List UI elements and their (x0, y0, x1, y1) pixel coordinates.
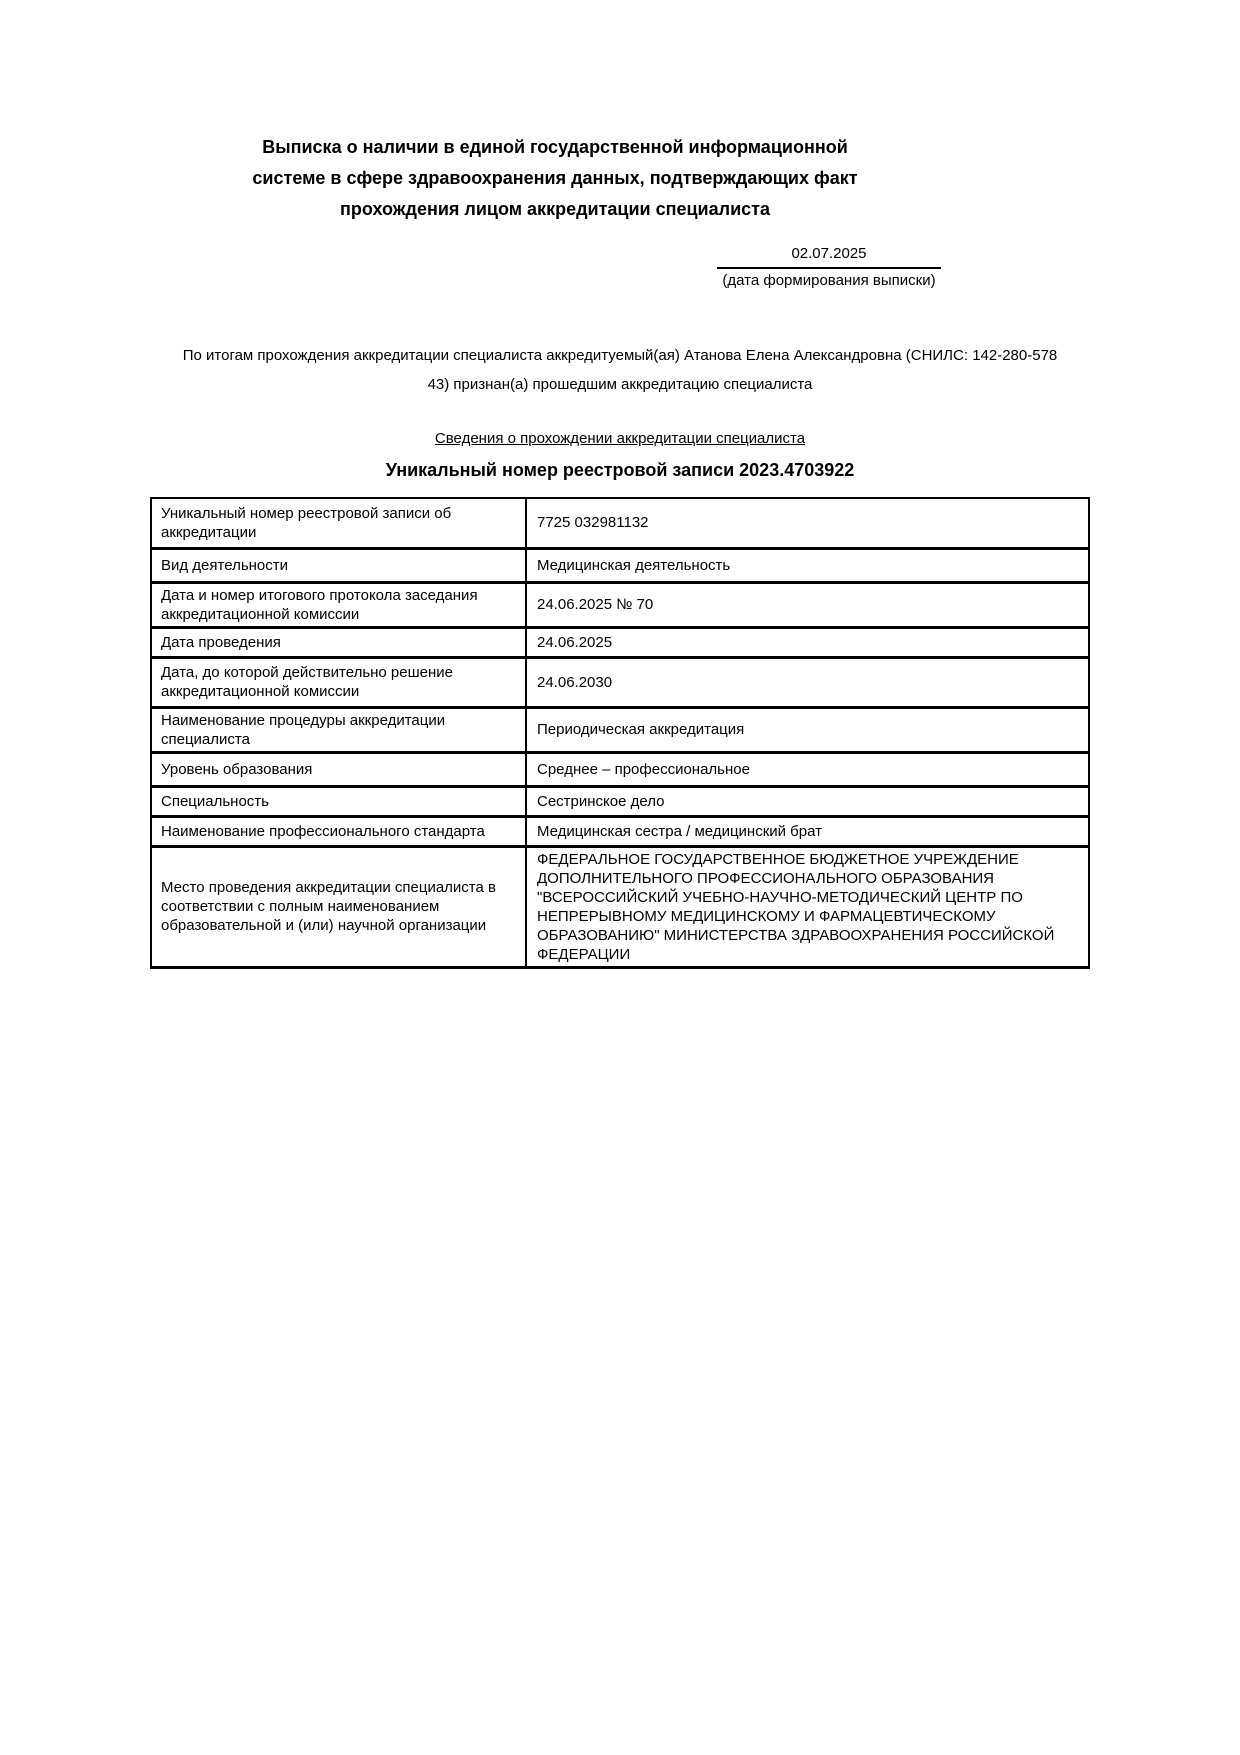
row-value: Периодическая аккредитация (526, 707, 1089, 752)
document-title-line: системе в сфере здравоохранения данных, подтверждающих факт (252, 168, 858, 188)
row-label: Наименование профессионального стандарта (151, 816, 526, 846)
accreditation-table (150, 497, 1090, 969)
row-value: Сестринское дело (526, 786, 1089, 816)
row-value: 24.06.2025 (526, 627, 1089, 657)
row-label: Уровень образования (151, 752, 526, 786)
row-value: 24.06.2025 № 70 (526, 582, 1089, 627)
issue-date: 02.07.2025 (717, 244, 941, 269)
row-value: Медицинская деятельность (526, 548, 1089, 582)
table-row (151, 627, 1089, 657)
issue-date-caption: (дата формирования выписки) (722, 272, 936, 289)
table-row (151, 786, 1089, 816)
row-label: Уникальный номер реестровой записи об аккредитации (151, 498, 526, 548)
document-title-line: прохождения лицом аккредитации специалиста (340, 199, 770, 219)
table-row (151, 846, 1089, 967)
row-value: Среднее – профессиональное (526, 752, 1089, 786)
row-value: 24.06.2030 (526, 657, 1089, 707)
intro-paragraph-line: 43) признан(а) прошедшим аккредитацию специалиста (427, 376, 813, 393)
document-title-line: Выписка о наличии в единой государственной информационной (262, 137, 848, 157)
registry-number-heading: Уникальный номер реестровой записи 2023.4703922 (385, 460, 855, 480)
row-label: Специальность (151, 786, 526, 816)
row-label: Наименование процедуры аккредитации специалиста (151, 707, 526, 752)
table-row (151, 752, 1089, 786)
row-label: Дата проведения (151, 627, 526, 657)
document-title (145, 132, 965, 225)
intro-paragraph-line: По итогам прохождения аккредитации специалиста аккредитуемый(ая) Атанова Елена Александровна (СНИЛС: 142-280-578 (182, 347, 1058, 364)
row-label: Дата, до которой действительно решение аккредитационной комиссии (151, 657, 526, 707)
table-row (151, 582, 1089, 627)
table-row (151, 548, 1089, 582)
row-label: Дата и номер итогового протокола заседания аккредитационной комиссии (151, 582, 526, 627)
intro-paragraph (150, 341, 1090, 399)
row-value: 7725 032981132 (526, 498, 1089, 548)
table-row (151, 498, 1089, 548)
table-row (151, 707, 1089, 752)
row-label: Вид деятельности (151, 548, 526, 582)
issue-date-block (717, 244, 941, 291)
row-value: ФЕДЕРАЛЬНОЕ ГОСУДАРСТВЕННОЕ БЮДЖЕТНОЕ УЧРЕЖДЕНИЕ ДОПОЛНИТЕЛЬНОГО ПРОФЕССИОНАЛЬНОГО ОБРАЗОВАНИЯ "ВСЕРОССИЙСКИЙ УЧЕБНО-НАУЧНО-МЕТОДИЧЕСКИЙ ЦЕНТР ПО НЕПРЕРЫВНОМУ МЕДИЦИНСКОМУ И ФАРМАЦЕВТИЧЕСКОМУ ОБРАЗОВАНИЮ" МИНИСТЕРСТВА ЗДРАВООХРАНЕНИЯ РОССИЙСКОЙ ФЕДЕРАЦИИ (526, 846, 1089, 967)
table-row (151, 816, 1089, 846)
row-value: Медицинская сестра / медицинский брат (526, 816, 1089, 846)
row-label: Место проведения аккредитации специалиста в соответствии с полным наименованием образовательной и (или) научной организации (151, 846, 526, 967)
section-heading: Сведения о прохождении аккредитации специалиста (434, 430, 806, 447)
table-row (151, 657, 1089, 707)
